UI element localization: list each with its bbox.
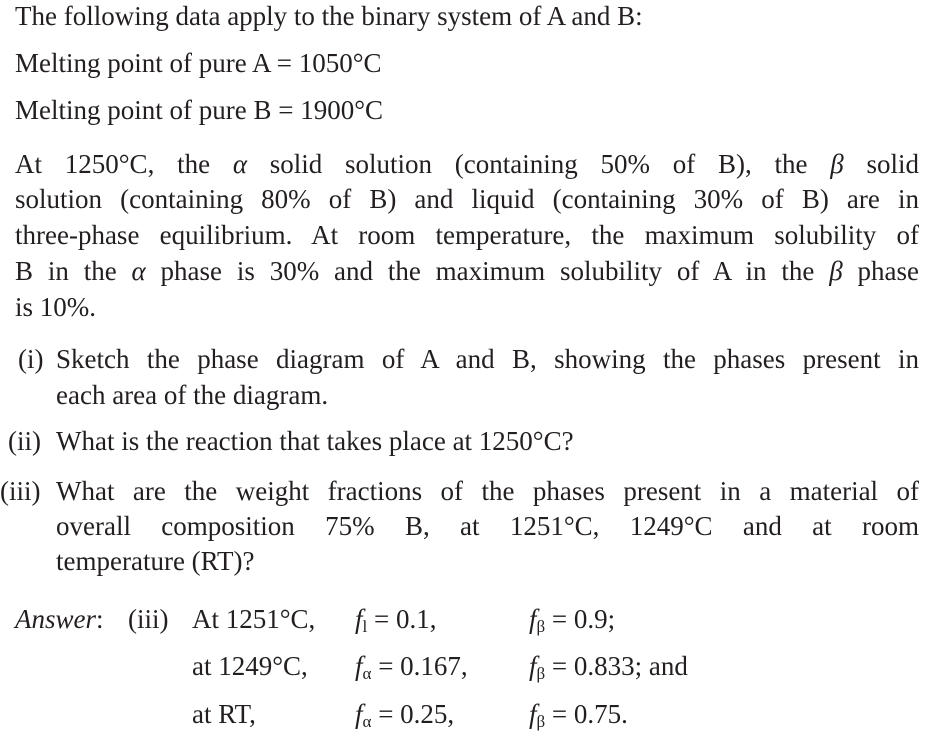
answer-label: Answer: [15,604,104,634]
answer-row-1-condition: At 1251°C, [192,604,316,634]
paragraph-line-5: is 10%. [15,292,96,322]
paragraph-line-1: At 1250°C, the α solid solution (containing 50% of B), the β solid [15,149,920,179]
question-3-number: (iii) [0,476,41,506]
question-2-line-1: What is the reaction that takes place at 1250°C? [56,426,574,456]
intro-line-1: The following data apply to the binary system of A and B: [15,1,643,31]
answer-row-2-fraction-1: $f_\alpha = 0.167$, [355,651,468,683]
question-2-number: (ii) [8,426,41,456]
answer-row-2-fraction-2: $f_\beta = 0.833$; and [529,651,688,683]
question-3-line-2: overall composition 75% B, at 1251°C, 1249°C and at room [56,511,919,541]
paragraph-line-3: three-phase equilibrium. At room temperature, the maximum solubility of [15,220,919,250]
answer-part: (iii) [128,604,169,634]
answer-row-3-condition: at RT, [192,699,256,729]
intro-line-2: Melting point of pure A = 1050°C [15,48,382,78]
answer-row-1-fraction-1: $f_l = 0.1$, [355,604,437,636]
answer-row-3-fraction-2: $f_\beta = 0.75$. [529,699,628,731]
intro-line-3: Melting point of pure B = 1900°C [15,95,384,125]
question-3-line-3: temperature (RT)? [56,546,255,576]
paragraph-line-2: solution (containing 80% of B) and liquid (containing 30% of B) are in [15,184,919,214]
question-3-line-1: What are the weight fractions of the phases present in a material of [56,476,919,506]
answer-row-2-condition: at 1249°C, [192,651,308,681]
question-1-line-2: each area of the diagram. [56,380,329,410]
question-1-line-1: Sketch the phase diagram of A and B, showing the phases present in [56,344,919,374]
question-1-number: (i) [18,344,44,374]
paragraph-line-4: B in the α phase is 30% and the maximum solubility of A in the β phase [15,256,919,286]
answer-row-3-fraction-1: $f_\alpha = 0.25$, [355,699,455,731]
answer-row-1-fraction-2: $f_\beta = 0.9$; [529,604,616,636]
